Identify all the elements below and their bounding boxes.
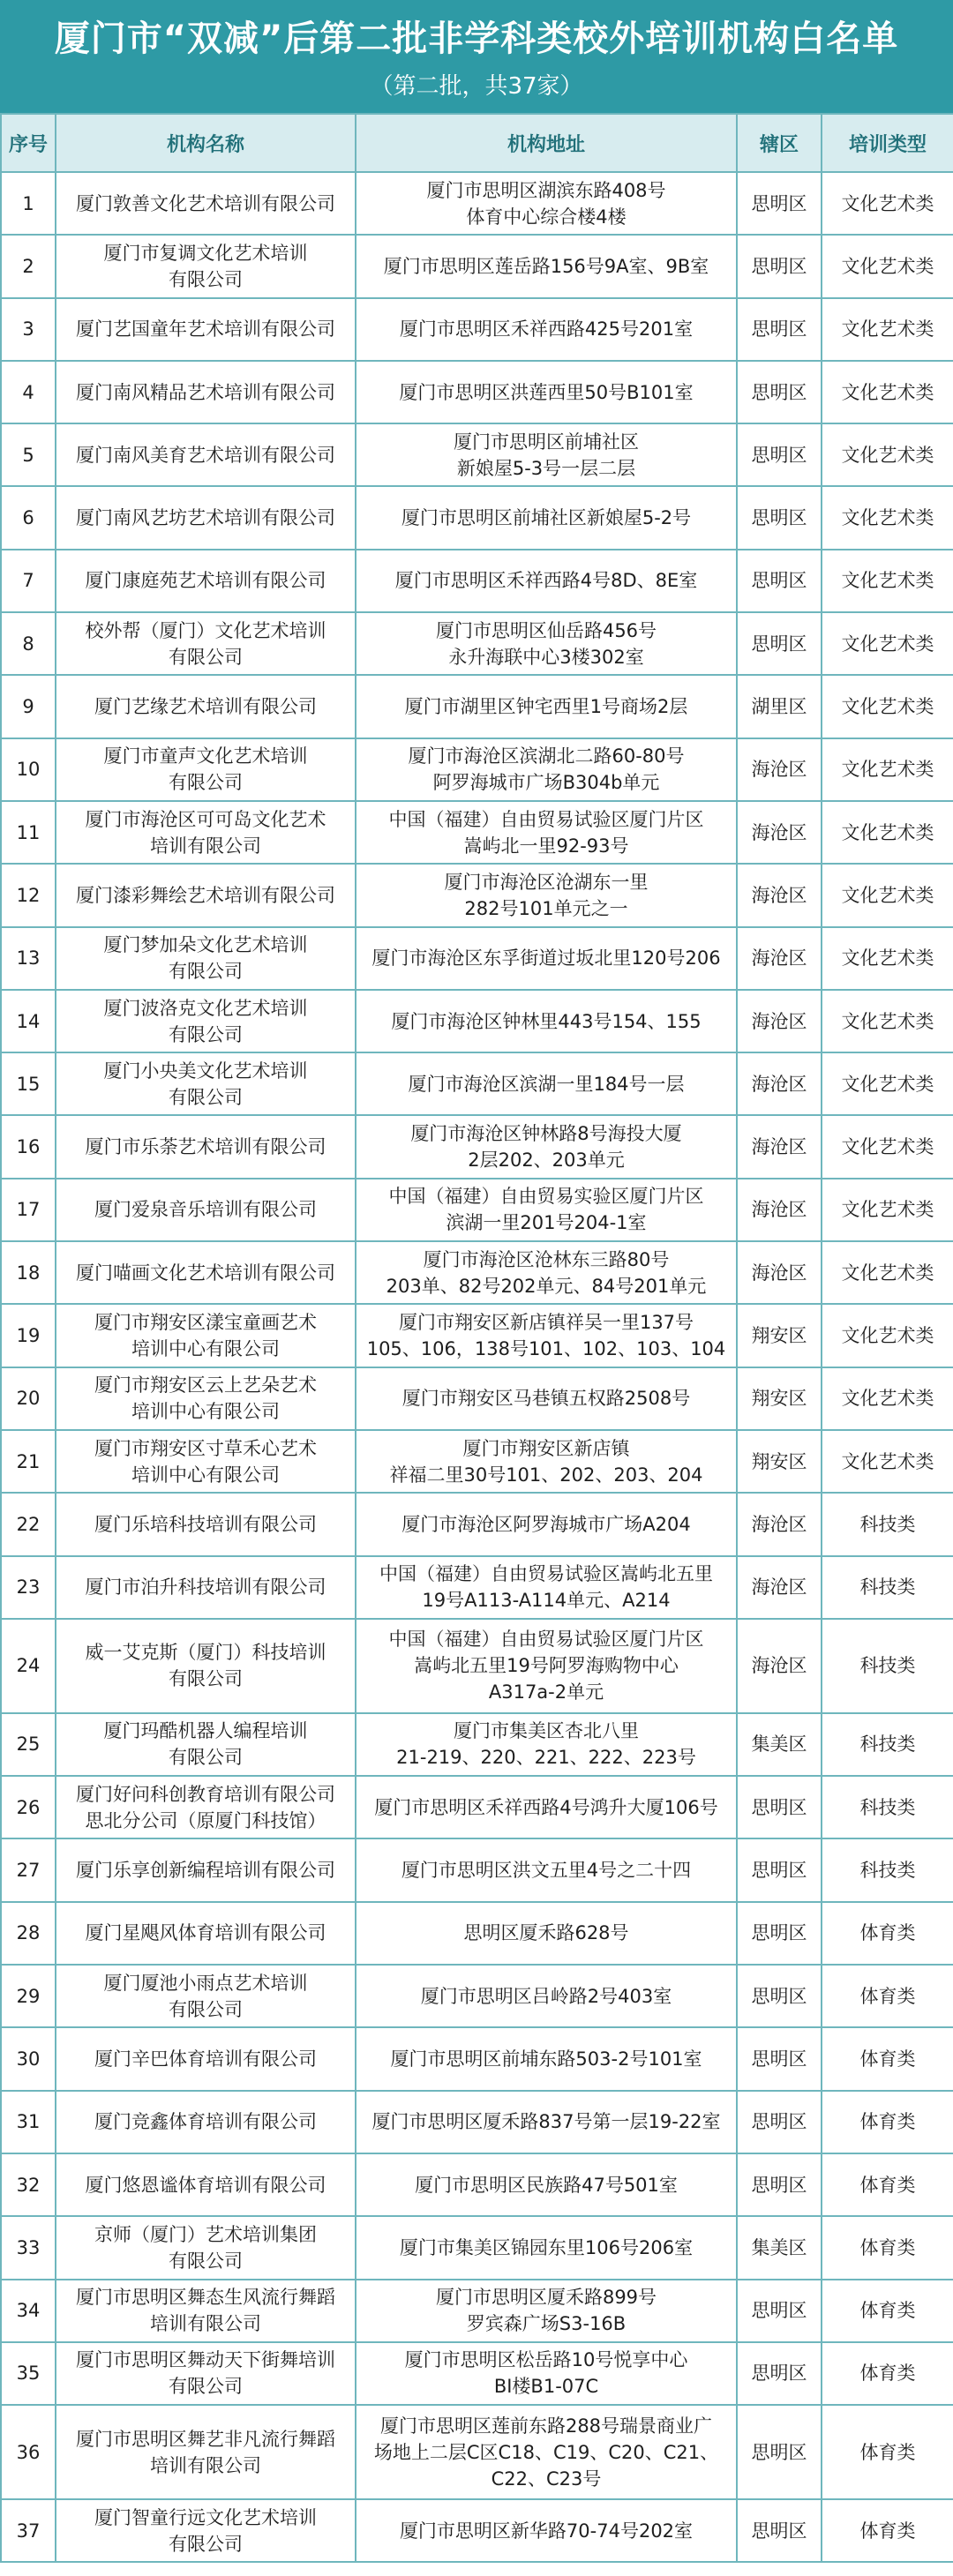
column-header-address: 机构地址	[356, 114, 737, 172]
cell-name: 厦门玛酷机器人编程培训 有限公司	[56, 1713, 356, 1776]
cell-no: 9	[1, 675, 56, 738]
table-row	[1, 675, 953, 738]
cell-no: 21	[1, 1430, 56, 1493]
cell-name: 厦门南风美育艺术培训有限公司	[56, 423, 356, 486]
cell-name: 厦门市泊升科技培训有限公司	[56, 1556, 356, 1619]
cell-type: 文化艺术类	[822, 990, 953, 1052]
cell-district: 思明区	[737, 1965, 822, 2027]
table-row	[1, 423, 953, 486]
cell-no: 30	[1, 2027, 56, 2090]
cell-address: 厦门市思明区莲岳路156号9A室、9B室	[356, 235, 737, 297]
table-row	[1, 1713, 953, 1776]
cell-type: 文化艺术类	[822, 675, 953, 738]
cell-type: 文化艺术类	[822, 801, 953, 864]
cell-address: 厦门市思明区禾祥西路425号201室	[356, 298, 737, 361]
cell-no: 14	[1, 990, 56, 1052]
cell-address: 厦门市思明区新华路70-74号202室	[356, 2499, 737, 2562]
table-row	[1, 1430, 953, 1493]
cell-type: 体育类	[822, 2405, 953, 2499]
cell-district: 海沧区	[737, 1052, 822, 1115]
column-header-type: 培训类型	[822, 114, 953, 172]
cell-type: 文化艺术类	[822, 1241, 953, 1304]
cell-no: 5	[1, 423, 56, 486]
cell-type: 科技类	[822, 1556, 953, 1619]
cell-no: 18	[1, 1241, 56, 1304]
cell-name: 厦门辛巴体育培训有限公司	[56, 2027, 356, 2090]
cell-no: 7	[1, 550, 56, 612]
cell-no: 16	[1, 1115, 56, 1178]
cell-district: 湖里区	[737, 675, 822, 738]
table-row	[1, 2153, 953, 2216]
cell-no: 25	[1, 1713, 56, 1776]
cell-name: 厦门市思明区舞动天下街舞培训 有限公司	[56, 2342, 356, 2405]
cell-name: 厦门梦加朵文化艺术培训 有限公司	[56, 927, 356, 990]
column-header-name: 机构名称	[56, 114, 356, 172]
cell-address: 厦门市翔安区马巷镇五权路2508号	[356, 1367, 737, 1430]
column-header-no: 序号	[1, 114, 56, 172]
cell-district: 思明区	[737, 2027, 822, 2090]
cell-address: 厦门市思明区前埔社区新娘屋5-2号	[356, 486, 737, 549]
table-row	[1, 298, 953, 361]
cell-district: 思明区	[737, 361, 822, 423]
cell-no: 20	[1, 1367, 56, 1430]
cell-no: 33	[1, 2216, 56, 2279]
cell-no: 32	[1, 2153, 56, 2216]
cell-no: 28	[1, 1902, 56, 1965]
table-row	[1, 927, 953, 990]
cell-type: 文化艺术类	[822, 1115, 953, 1178]
cell-district: 海沧区	[737, 1556, 822, 1619]
cell-address: 厦门市思明区湖滨东路408号 体育中心综合楼4楼	[356, 172, 737, 235]
cell-address: 厦门市思明区前埔东路503-2号101室	[356, 2027, 737, 2090]
cell-no: 8	[1, 612, 56, 675]
cell-no: 27	[1, 1838, 56, 1901]
cell-type: 体育类	[822, 2342, 953, 2405]
cell-address: 厦门市思明区前埔社区 新娘屋5-3号一层二层	[356, 423, 737, 486]
cell-district: 海沧区	[737, 864, 822, 926]
cell-type: 体育类	[822, 1902, 953, 1965]
table-row	[1, 1776, 953, 1838]
cell-name: 厦门智童行远文化艺术培训 有限公司	[56, 2499, 356, 2562]
cell-district: 思明区	[737, 2280, 822, 2342]
cell-type: 体育类	[822, 1965, 953, 2027]
cell-no: 13	[1, 927, 56, 990]
cell-address: 厦门市思明区莲前东路288号瑞景商业广 场地上二层C区C18、C19、C20、C21、 C22、C23号	[356, 2405, 737, 2499]
cell-name: 厦门好问科创教育培训有限公司 思北分公司（原厦门科技馆）	[56, 1776, 356, 1838]
cell-address: 厦门市集美区杏北八里 21-219、220、221、222、223号	[356, 1713, 737, 1776]
cell-name: 威一艾克斯（厦门）科技培训 有限公司	[56, 1619, 356, 1713]
cell-address: 厦门市湖里区钟宅西里1号商场2层	[356, 675, 737, 738]
cell-name: 京师（厦门）艺术培训集团 有限公司	[56, 2216, 356, 2279]
cell-district: 思明区	[737, 2405, 822, 2499]
cell-no: 17	[1, 1179, 56, 1241]
cell-no: 34	[1, 2280, 56, 2342]
cell-name: 厦门市复调文化艺术培训 有限公司	[56, 235, 356, 297]
cell-district: 集美区	[737, 1713, 822, 1776]
cell-no: 26	[1, 1776, 56, 1838]
table-row	[1, 550, 953, 612]
cell-no: 2	[1, 235, 56, 297]
table-row	[1, 2280, 953, 2342]
cell-type: 科技类	[822, 1493, 953, 1555]
cell-district: 集美区	[737, 2216, 822, 2279]
cell-name: 厦门竞鑫体育培训有限公司	[56, 2091, 356, 2153]
cell-no: 37	[1, 2499, 56, 2562]
cell-district: 海沧区	[737, 738, 822, 801]
cell-type: 文化艺术类	[822, 1179, 953, 1241]
table-row	[1, 864, 953, 926]
cell-address: 厦门市海沧区东孚街道过坂北里120号206	[356, 927, 737, 990]
cell-address: 中国（福建）自由贸易试验区厦门片区 嵩屿北五里19号阿罗海购物中心 A317a-2单元	[356, 1619, 737, 1713]
cell-address: 厦门市海沧区沧林东三路80号 203单、82号202单元、84号201单元	[356, 1241, 737, 1304]
cell-name: 厦门小央美文化艺术培训 有限公司	[56, 1052, 356, 1115]
cell-address: 厦门市海沧区沧湖东一里 282号101单元之一	[356, 864, 737, 926]
cell-district: 思明区	[737, 612, 822, 675]
table-row	[1, 2216, 953, 2279]
cell-name: 厦门星飓风体育培训有限公司	[56, 1902, 356, 1965]
cell-address: 厦门市翔安区新店镇 祥福二里30号101、202、203、204	[356, 1430, 737, 1493]
cell-name: 厦门厦池小雨点艺术培训 有限公司	[56, 1965, 356, 2027]
cell-type: 文化艺术类	[822, 612, 953, 675]
cell-name: 厦门漆彩舞绘艺术培训有限公司	[56, 864, 356, 926]
cell-name: 厦门乐培科技培训有限公司	[56, 1493, 356, 1555]
cell-district: 海沧区	[737, 1179, 822, 1241]
cell-address: 厦门市思明区洪文五里4号之二十四	[356, 1838, 737, 1901]
cell-district: 思明区	[737, 172, 822, 235]
cell-address: 厦门市海沧区钟林路8号海投大厦 2层202、203单元	[356, 1115, 737, 1178]
cell-name: 厦门爱泉音乐培训有限公司	[56, 1179, 356, 1241]
cell-address: 思明区厦禾路628号	[356, 1902, 737, 1965]
cell-district: 思明区	[737, 2342, 822, 2405]
page-title: 厦门市“双减”后第二批非学科类校外培训机构白名单	[54, 19, 899, 59]
cell-type: 科技类	[822, 1838, 953, 1901]
column-header-district: 辖区	[737, 114, 822, 172]
cell-type: 文化艺术类	[822, 1304, 953, 1367]
cell-name: 厦门敦善文化艺术培训有限公司	[56, 172, 356, 235]
cell-name: 厦门南风精品艺术培训有限公司	[56, 361, 356, 423]
table-row	[1, 801, 953, 864]
cell-type: 文化艺术类	[822, 235, 953, 297]
cell-no: 1	[1, 172, 56, 235]
cell-district: 海沧区	[737, 927, 822, 990]
table-row	[1, 612, 953, 675]
cell-address: 厦门市思明区吕岭路2号403室	[356, 1965, 737, 2027]
cell-name: 厦门市乐荼艺术培训有限公司	[56, 1115, 356, 1178]
cell-district: 海沧区	[737, 990, 822, 1052]
cell-no: 22	[1, 1493, 56, 1555]
page-subtitle: （第二批，共37家）	[370, 73, 583, 100]
cell-address: 厦门市翔安区新店镇祥吴一里137号 105、106，138号101、102、103、104	[356, 1304, 737, 1367]
cell-no: 31	[1, 2091, 56, 2153]
cell-type: 文化艺术类	[822, 1052, 953, 1115]
cell-address: 中国（福建）自由贸易实验区厦门片区 滨湖一里201号204-1室	[356, 1179, 737, 1241]
cell-name: 厦门康庭苑艺术培训有限公司	[56, 550, 356, 612]
cell-type: 文化艺术类	[822, 550, 953, 612]
cell-type: 文化艺术类	[822, 486, 953, 549]
table-row	[1, 172, 953, 235]
cell-type: 体育类	[822, 2280, 953, 2342]
table-row	[1, 235, 953, 297]
table-row	[1, 2405, 953, 2499]
cell-name: 厦门艺缘艺术培训有限公司	[56, 675, 356, 738]
table-row	[1, 2342, 953, 2405]
cell-no: 19	[1, 1304, 56, 1367]
cell-no: 15	[1, 1052, 56, 1115]
cell-type: 文化艺术类	[822, 298, 953, 361]
table-row	[1, 1367, 953, 1430]
table-row	[1, 1179, 953, 1241]
table-row	[1, 1493, 953, 1555]
table-row	[1, 486, 953, 549]
table-row	[1, 2091, 953, 2153]
cell-district: 翔安区	[737, 1304, 822, 1367]
cell-address: 厦门市思明区厦禾路899号 罗宾森广场S3-16B	[356, 2280, 737, 2342]
cell-type: 文化艺术类	[822, 172, 953, 235]
cell-district: 思明区	[737, 1776, 822, 1838]
cell-no: 24	[1, 1619, 56, 1713]
cell-address: 中国（福建）自由贸易试验区厦门片区 嵩屿北一里92-93号	[356, 801, 737, 864]
cell-address: 厦门市思明区禾祥西路4号8D、8E室	[356, 550, 737, 612]
cell-district: 思明区	[737, 1902, 822, 1965]
cell-name: 厦门艺国童年艺术培训有限公司	[56, 298, 356, 361]
table-row	[1, 1902, 953, 1965]
cell-no: 29	[1, 1965, 56, 2027]
cell-address: 厦门市思明区松岳路10号悦享中心 BI楼B1-07C	[356, 2342, 737, 2405]
cell-name: 厦门市思明区舞态生风流行舞蹈 培训有限公司	[56, 2280, 356, 2342]
cell-address: 厦门市海沧区滨湖一里184号一层	[356, 1052, 737, 1115]
cell-address: 厦门市集美区锦园东里106号206室	[356, 2216, 737, 2279]
cell-district: 翔安区	[737, 1367, 822, 1430]
table-row	[1, 1304, 953, 1367]
cell-no: 4	[1, 361, 56, 423]
cell-district: 思明区	[737, 1838, 822, 1901]
table-row	[1, 2027, 953, 2090]
cell-type: 文化艺术类	[822, 864, 953, 926]
cell-district: 海沧区	[737, 1115, 822, 1178]
cell-type: 体育类	[822, 2027, 953, 2090]
cell-no: 36	[1, 2405, 56, 2499]
cell-type: 科技类	[822, 1713, 953, 1776]
cell-district: 思明区	[737, 486, 822, 549]
cell-type: 文化艺术类	[822, 738, 953, 801]
table-row	[1, 738, 953, 801]
cell-district: 思明区	[737, 235, 822, 297]
page-header	[0, 0, 953, 113]
table-row	[1, 1241, 953, 1304]
cell-name: 厦门悠恩谧体育培训有限公司	[56, 2153, 356, 2216]
table-header-row	[1, 114, 953, 172]
cell-type: 文化艺术类	[822, 1430, 953, 1493]
cell-address: 厦门市海沧区钟林里443号154、155	[356, 990, 737, 1052]
cell-district: 思明区	[737, 550, 822, 612]
cell-district: 海沧区	[737, 801, 822, 864]
table-row	[1, 1965, 953, 2027]
cell-no: 12	[1, 864, 56, 926]
cell-name: 厦门市翔安区漾宝童画艺术 培训中心有限公司	[56, 1304, 356, 1367]
cell-no: 6	[1, 486, 56, 549]
table-row	[1, 1838, 953, 1901]
cell-district: 思明区	[737, 2153, 822, 2216]
cell-address: 中国（福建）自由贸易试验区嵩屿北五里 19号A113-A114单元、A214	[356, 1556, 737, 1619]
cell-no: 11	[1, 801, 56, 864]
table-row	[1, 361, 953, 423]
cell-name: 厦门市翔安区寸草禾心艺术 培训中心有限公司	[56, 1430, 356, 1493]
cell-name: 厦门乐享创新编程培训有限公司	[56, 1838, 356, 1901]
cell-address: 厦门市思明区仙岳路456号 永升海联中心3楼302室	[356, 612, 737, 675]
cell-address: 厦门市思明区厦禾路837号第一层19-22室	[356, 2091, 737, 2153]
cell-address: 厦门市思明区洪莲西里50号B101室	[356, 361, 737, 423]
cell-name: 厦门市海沧区可可岛文化艺术 培训有限公司	[56, 801, 356, 864]
cell-district: 海沧区	[737, 1619, 822, 1713]
cell-district: 海沧区	[737, 1493, 822, 1555]
table-row	[1, 2499, 953, 2562]
cell-address: 厦门市海沧区滨湖北二路60-80号 阿罗海城市广场B304b单元	[356, 738, 737, 801]
cell-district: 翔安区	[737, 1430, 822, 1493]
table-row	[1, 1556, 953, 1619]
whitelist-table	[0, 113, 953, 2563]
cell-address: 厦门市思明区民族路47号501室	[356, 2153, 737, 2216]
cell-address: 厦门市海沧区阿罗海城市广场A204	[356, 1493, 737, 1555]
cell-type: 文化艺术类	[822, 927, 953, 990]
cell-no: 23	[1, 1556, 56, 1619]
cell-type: 体育类	[822, 2091, 953, 2153]
cell-district: 思明区	[737, 298, 822, 361]
table-row	[1, 1052, 953, 1115]
table-row	[1, 1619, 953, 1713]
cell-name: 厦门喵画文化艺术培训有限公司	[56, 1241, 356, 1304]
cell-type: 文化艺术类	[822, 361, 953, 423]
cell-no: 35	[1, 2342, 56, 2405]
cell-type: 科技类	[822, 1776, 953, 1838]
cell-district: 海沧区	[737, 1241, 822, 1304]
cell-no: 3	[1, 298, 56, 361]
cell-no: 10	[1, 738, 56, 801]
table-row	[1, 990, 953, 1052]
cell-name: 厦门市思明区舞艺非凡流行舞蹈 培训有限公司	[56, 2405, 356, 2499]
cell-district: 思明区	[737, 423, 822, 486]
cell-name: 校外帮（厦门）文化艺术培训 有限公司	[56, 612, 356, 675]
table-row	[1, 1115, 953, 1178]
cell-address: 厦门市思明区禾祥西路4号鸿升大厦106号	[356, 1776, 737, 1838]
cell-type: 体育类	[822, 2153, 953, 2216]
cell-type: 体育类	[822, 2216, 953, 2279]
cell-type: 文化艺术类	[822, 423, 953, 486]
cell-type: 体育类	[822, 2499, 953, 2562]
cell-name: 厦门市翔安区云上艺朵艺术 培训中心有限公司	[56, 1367, 356, 1430]
cell-district: 思明区	[737, 2499, 822, 2562]
cell-type: 科技类	[822, 1619, 953, 1713]
cell-name: 厦门波洛克文化艺术培训 有限公司	[56, 990, 356, 1052]
cell-name: 厦门南风艺坊艺术培训有限公司	[56, 486, 356, 549]
cell-name: 厦门市童声文化艺术培训 有限公司	[56, 738, 356, 801]
cell-type: 文化艺术类	[822, 1367, 953, 1430]
cell-district: 思明区	[737, 2091, 822, 2153]
